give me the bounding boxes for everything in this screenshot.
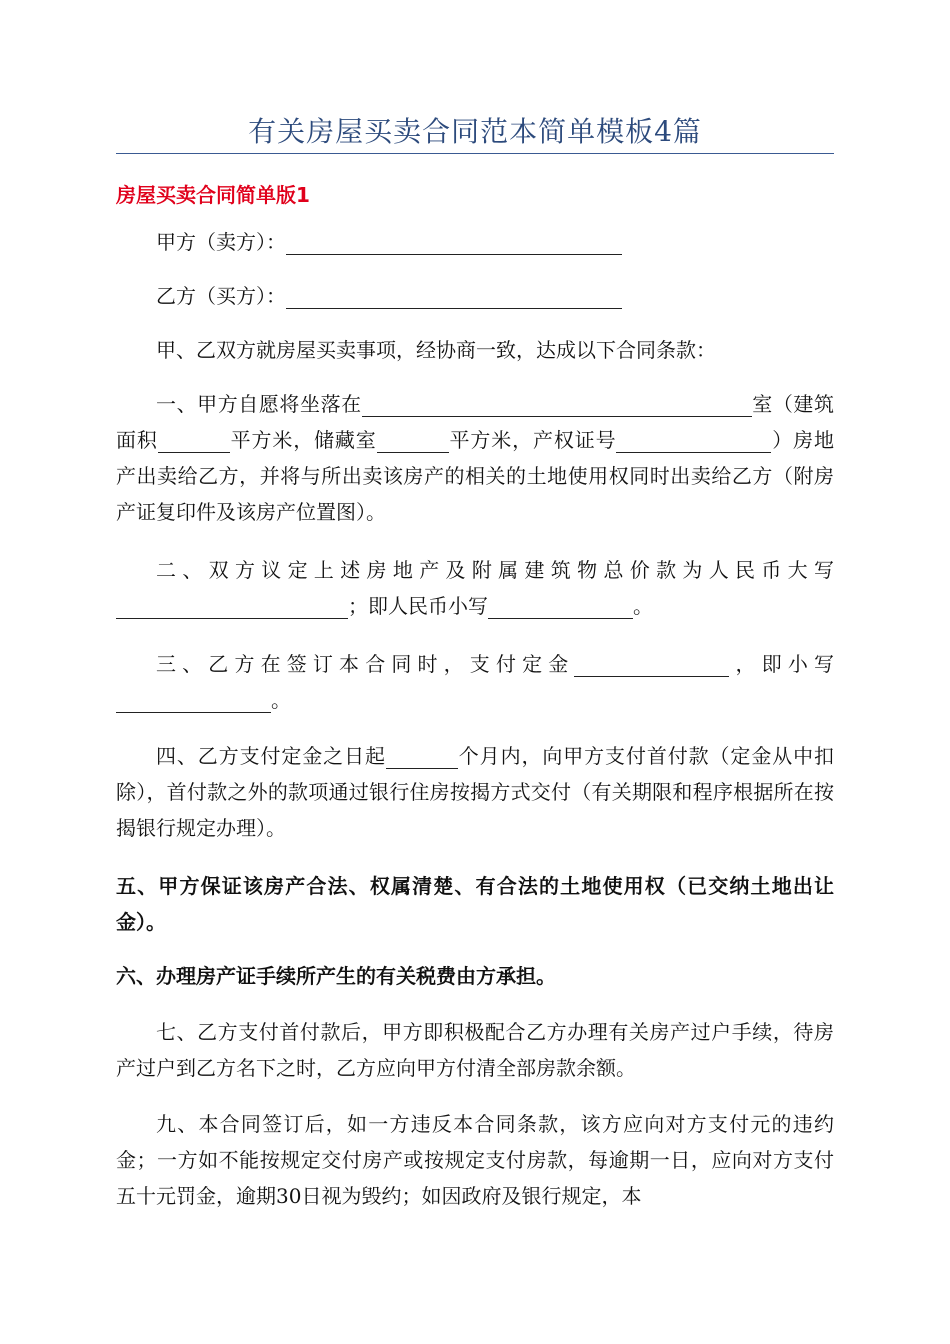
clause-4-text-b: 个月内，向甲方支付首付款（定金从中扣除），首付款之外的款项通过银行住房按揭方式交付（有关期限和程序根据所在按揭银行规定办理）。 bbox=[116, 744, 835, 840]
clause-1-text-e: ）房地产出卖给乙方，并将与所出卖该房产的相关的土地使用权同时出卖给乙方（附房产证复印件及该房产位置图）。 bbox=[116, 428, 835, 524]
clause-2-text-c: 。 bbox=[633, 594, 653, 618]
area-blank bbox=[158, 430, 230, 453]
deposit-lowercase-blank bbox=[116, 690, 271, 713]
location-blank bbox=[362, 394, 752, 417]
clause-4 bbox=[116, 738, 834, 846]
intro-paragraph: 甲、乙双方就房屋买卖事项，经协商一致，达成以下合同条款： bbox=[156, 338, 716, 362]
clause-3 bbox=[116, 646, 834, 718]
party-b-line bbox=[116, 278, 834, 314]
party-b-blank bbox=[286, 286, 622, 309]
certificate-no-blank bbox=[616, 430, 771, 453]
clause-1-text-c: 平方米，储藏室 bbox=[229, 428, 377, 452]
months-blank bbox=[386, 746, 458, 769]
document-title: 有关房屋买卖合同范本简单模板4篇 bbox=[248, 115, 702, 148]
party-b-label: 乙方（买方）： bbox=[156, 284, 286, 308]
clause-6: 六、办理房产证手续所产生的有关税费由方承担。 bbox=[116, 964, 556, 988]
clause-1-text-a: 一、甲方自愿将坐落在 bbox=[156, 392, 362, 416]
clause-3-text-a: 三、乙方在签订本合同时，支付定金 bbox=[156, 652, 575, 676]
clause-3-text-b: ，即小写 bbox=[729, 652, 835, 676]
clause-2 bbox=[116, 552, 834, 624]
clause-1-text-b: 室（建筑面积 bbox=[116, 392, 835, 452]
party-a-line bbox=[116, 224, 834, 260]
clause-2-text-a: 二、双方议定上述房地产及附属建筑物总价款为人民币大写 bbox=[156, 558, 834, 582]
party-a-blank bbox=[286, 232, 622, 255]
clause-9: 九、本合同签订后，如一方违反本合同条款，该方应向对方支付元的违约金；一方如不能按规定交付房产或按规定支付房款，每逾期一日，应向对方支付五十元罚金，逾期30日视为毁约；如因政府及银行规定，本 bbox=[116, 1112, 834, 1208]
title-underline bbox=[116, 153, 834, 154]
storage-area-blank bbox=[377, 430, 449, 453]
section-heading: 房屋买卖合同简单版1 bbox=[116, 183, 310, 207]
price-uppercase-blank bbox=[116, 596, 348, 619]
party-a-label: 甲方（卖方）： bbox=[156, 230, 286, 254]
clause-5: 五、甲方保证该房产合法、权属清楚、有合法的土地使用权（已交纳土地出让金）。 bbox=[116, 874, 834, 934]
clause-4-text-a: 四、乙方支付定金之日起 bbox=[156, 744, 386, 768]
clause-2-text-b: ；即人民币小写 bbox=[348, 594, 488, 618]
clause-7: 七、乙方支付首付款后，甲方即积极配合乙方办理有关房产过户手续，待房产过户到乙方名下之时，乙方应向甲方付清全部房款余额。 bbox=[116, 1020, 834, 1080]
price-lowercase-blank bbox=[488, 596, 633, 619]
clause-1 bbox=[116, 386, 834, 530]
deposit-blank bbox=[574, 654, 729, 677]
clause-1-text-d: 平方米，产权证号 bbox=[448, 428, 617, 452]
clause-3-text-c: 。 bbox=[271, 688, 291, 712]
